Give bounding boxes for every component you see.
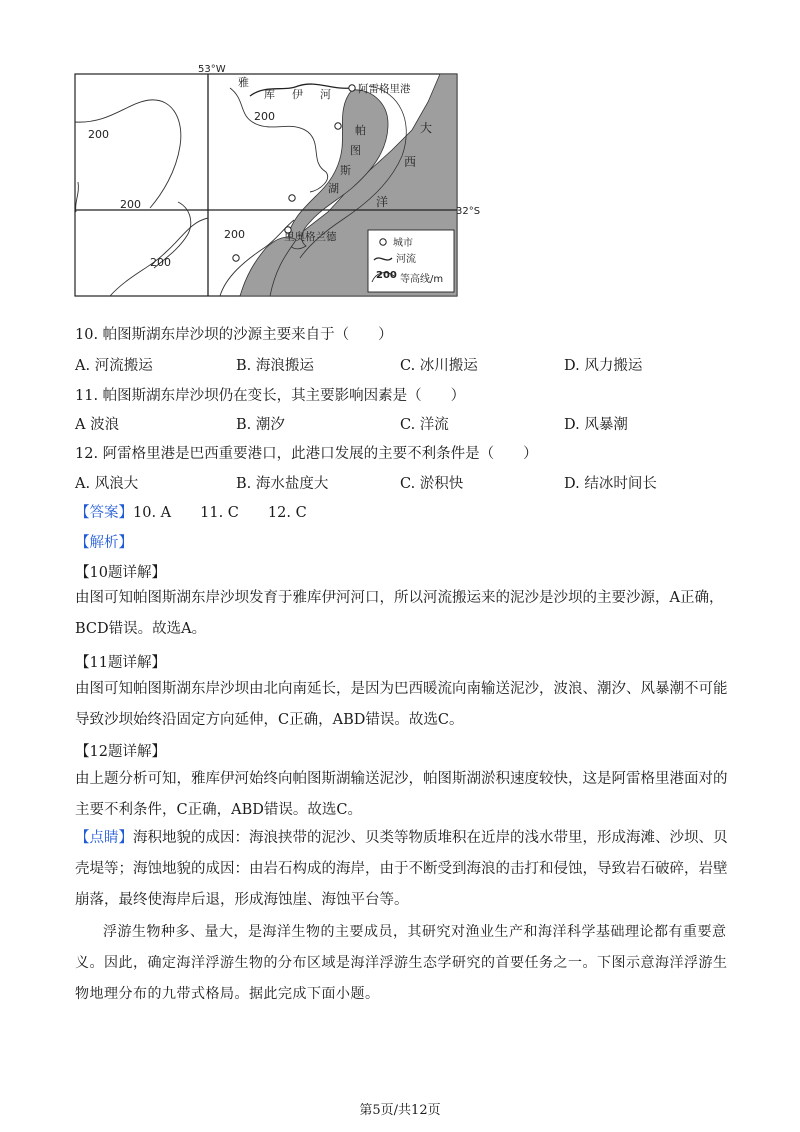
question-12-option-c[interactable]: C. 淤积快 bbox=[400, 476, 464, 492]
answer-line bbox=[75, 501, 307, 522]
contour-label: 200 bbox=[254, 110, 275, 123]
answer-tag: 【答案】 bbox=[75, 505, 133, 521]
legend-river: 河流 bbox=[396, 254, 416, 265]
question-11-option-b[interactable]: B. 潮汐 bbox=[236, 417, 285, 433]
detail-10-heading: 【10题详解】 bbox=[75, 565, 166, 581]
question-10-option-c[interactable]: C. 冰川搬运 bbox=[400, 358, 478, 374]
lake-label: 帕 bbox=[355, 124, 366, 137]
lake-label: 图 bbox=[350, 144, 361, 157]
lat-label: 32°S bbox=[456, 206, 481, 217]
question-10-option-a[interactable]: A. 河流搬运 bbox=[75, 358, 153, 374]
question-11-option-a[interactable]: A 波浪 bbox=[75, 417, 120, 433]
intro-paragraph: 浮游生物种多、量大，是海洋生物的主要成员，其研究对渔业生产和海洋科学基础理论都有重要意义。因此，确定海洋浮游生物的分布区域是海洋浮游生态学研究的首要任务之一。下图示意海洋浮游生物地理分布的九带式格局。据此完成下面小题。 bbox=[75, 924, 728, 1002]
contour-label: 200 bbox=[224, 228, 245, 241]
ocean-label: 西 bbox=[404, 155, 417, 169]
question-12-option-d[interactable]: D. 结冰时间长 bbox=[564, 476, 657, 492]
question-12-option-a[interactable]: A. 风浪大 bbox=[75, 476, 139, 492]
question-11-option-c[interactable]: C. 洋流 bbox=[400, 417, 449, 433]
city-label-porto-alegre: 阿雷格里港 bbox=[358, 83, 411, 95]
question-12-option-b[interactable]: B. 海水盐度大 bbox=[236, 476, 329, 492]
question-11-stem: 11. 帕图斯湖东岸沙坝仍在变长，其主要影响因素是（ ） bbox=[75, 388, 466, 404]
contour-label: 200 bbox=[88, 128, 109, 141]
legend-city: 城市 bbox=[393, 238, 413, 249]
ocean-label: 洋 bbox=[376, 195, 389, 209]
question-11-option-d[interactable]: D. 风暴潮 bbox=[564, 417, 628, 433]
river-label: 伊 bbox=[292, 88, 303, 101]
river-label: 雅 bbox=[238, 76, 249, 89]
river-label: 库 bbox=[264, 88, 275, 101]
answer-text: 10. A 11. C 12. C bbox=[133, 505, 307, 521]
page-footer: 第5页/共12页 bbox=[359, 1103, 441, 1118]
contour-label: 200 bbox=[150, 256, 171, 269]
city-label-rio-grande: 里奥格兰德 bbox=[284, 231, 337, 243]
legend-contour-value: 200 bbox=[376, 270, 397, 281]
lake-label: 斯 bbox=[340, 164, 351, 177]
detail-12-heading: 【12题详解】 bbox=[75, 744, 166, 760]
question-10-stem: 10. 帕图斯湖东岸沙坝的沙源主要来自于（ ） bbox=[75, 327, 393, 343]
contour-label: 200 bbox=[120, 198, 141, 211]
detail-12-text: 由上题分析可知，雅库伊河始终向帕图斯湖输送泥沙，帕图斯湖淤积速度较快，这是阿雷格里港面对的主要不利条件，C正确，ABD错误。故选C。 bbox=[75, 771, 728, 818]
patos-lagoon-map bbox=[70, 62, 481, 300]
map-figure bbox=[70, 62, 481, 300]
question-10-option-b[interactable]: B. 海浪搬运 bbox=[236, 358, 314, 374]
lake-label: 湖 bbox=[328, 182, 339, 195]
tip-tag: 【点睛】 bbox=[75, 830, 133, 846]
question-10-option-d[interactable]: D. 风力搬运 bbox=[564, 358, 643, 374]
detail-10-text: 由图可知帕图斯湖东岸沙坝发育于雅库伊河河口，所以河流搬运来的泥沙是沙坝的主要沙源，A正确，BCD错误。故选A。 bbox=[75, 590, 724, 637]
legend-contour: 等高线/m bbox=[400, 274, 444, 285]
question-12-stem: 12. 阿雷格里港是巴西重要港口，此港口发展的主要不利条件是（ ） bbox=[75, 446, 538, 462]
analysis-tag: 【解析】 bbox=[75, 535, 133, 551]
ocean-label: 大 bbox=[420, 121, 433, 135]
map-legend bbox=[368, 230, 454, 292]
tip-text: 海积地貌的成因：海浪挟带的泥沙、贝类等物质堆积在近岸的浅水带里，形成海滩、沙坝、贝壳堤等；海蚀地貌的成因：由岩石构成的海岸，由于不断受到海浪的击打和侵蚀，导致岩石破碎，岩壁崩落，最终使海岸后退，形成海蚀崖、海蚀平台等。 bbox=[75, 830, 728, 908]
river-label: 河 bbox=[320, 88, 331, 101]
tip-paragraph bbox=[75, 823, 735, 916]
detail-11-heading: 【11题详解】 bbox=[75, 655, 166, 671]
lon-label: 53°W bbox=[198, 64, 226, 75]
detail-11-text: 由图可知帕图斯湖东岸沙坝由北向南延长，是因为巴西暖流向南输送泥沙，波浪、潮汐、风暴潮不可能导致沙坝始终沿固定方向延伸，C正确，ABD错误。故选C。 bbox=[75, 681, 728, 728]
